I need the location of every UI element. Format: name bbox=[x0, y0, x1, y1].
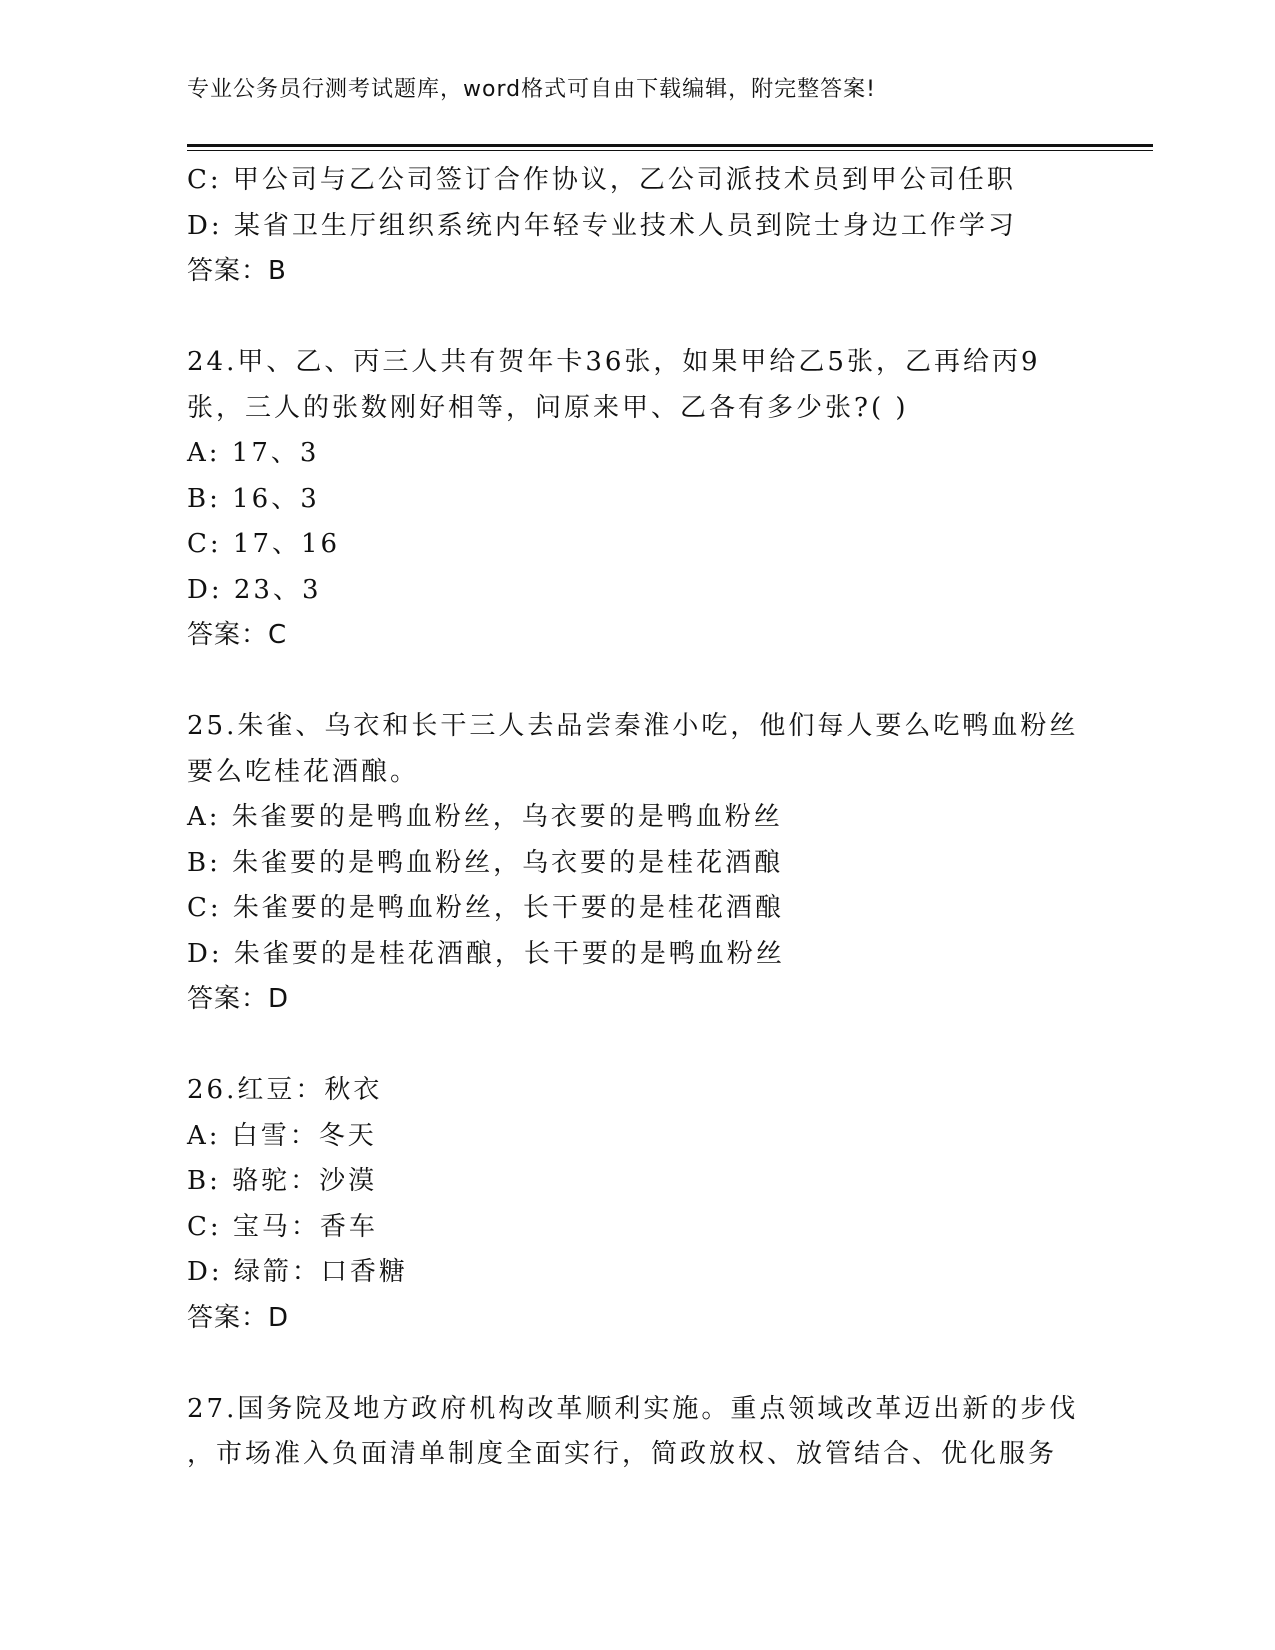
page-header: 专业公务员行测考试题库，word格式可自由下载编辑，附完整答案! bbox=[187, 77, 876, 102]
text-line: A: 白雪：冬天 bbox=[187, 1120, 377, 1151]
text-line: D: 23、3 bbox=[187, 574, 322, 605]
answer-line: 答案：C bbox=[187, 620, 288, 650]
text-line: C: 甲公司与乙公司签订合作协议，乙公司派技术员到甲公司任职 bbox=[187, 165, 1016, 195]
answer-line: 答案：B bbox=[187, 256, 287, 286]
answer-line: 答案：D bbox=[187, 984, 290, 1014]
text-line: D: 某省卫生厅组织系统内年轻专业技术人员到院士身边工作学习 bbox=[187, 210, 1017, 241]
header-rule-thin bbox=[187, 150, 1153, 151]
text-line: 要么吃桂花酒酿。 bbox=[187, 756, 420, 787]
paragraph-gap bbox=[187, 295, 1087, 341]
paragraph-gap bbox=[187, 1341, 1087, 1387]
text-line: C: 17、16 bbox=[187, 529, 341, 559]
paragraph-gap bbox=[187, 659, 1087, 705]
text-line: B: 16、3 bbox=[187, 483, 320, 514]
text-line: B: 朱雀要的是鸭血粉丝，乌衣要的是桂花酒酿 bbox=[187, 847, 784, 878]
text-line: 24.甲、乙、丙三人共有贺年卡36张，如果甲给乙5张，乙再给丙9 bbox=[187, 347, 1041, 377]
document-body bbox=[187, 158, 1087, 1478]
text-line: D: 绿箭：口香糖 bbox=[187, 1257, 408, 1287]
header-rule-thick bbox=[187, 144, 1153, 147]
paragraph-gap bbox=[187, 1023, 1087, 1069]
text-line: A: 17、3 bbox=[187, 438, 320, 468]
answer-line: 答案：D bbox=[187, 1302, 290, 1333]
text-line: C: 宝马：香车 bbox=[187, 1211, 378, 1242]
text-line: 25.朱雀、乌衣和长干三人去品尝秦淮小吃，他们每人要么吃鸭血粉丝 bbox=[187, 711, 1079, 741]
text-line: ，市场准入负面清单制度全面实行，简政放权、放管结合、优化服务 bbox=[187, 1439, 1058, 1469]
text-line: D: 朱雀要的是桂花酒酿，长干要的是鸭血粉丝 bbox=[187, 938, 785, 969]
text-line: 26.红豆：秋衣 bbox=[187, 1075, 383, 1105]
text-line: C: 朱雀要的是鸭血粉丝，长干要的是桂花酒酿 bbox=[187, 893, 784, 923]
text-line: 27.国务院及地方政府机构改革顺利实施。重点领域改革迈出新的步伐 bbox=[187, 1393, 1079, 1424]
text-line: A: 朱雀要的是鸭血粉丝，乌衣要的是鸭血粉丝 bbox=[187, 802, 783, 832]
text-line: 张，三人的张数刚好相等，问原来甲、乙各有多少张?( ) bbox=[187, 392, 909, 423]
text-line: B: 骆驼：沙漠 bbox=[187, 1166, 378, 1196]
